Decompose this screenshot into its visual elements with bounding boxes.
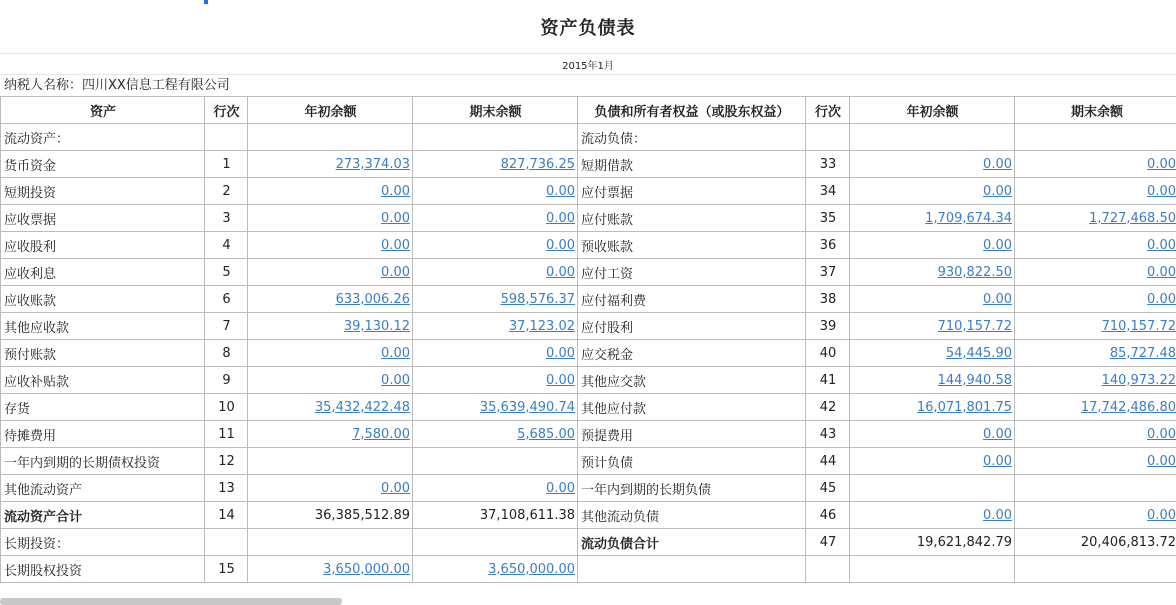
asset-ending-balance xyxy=(413,124,578,151)
asset-ending-balance: 37,108,611.38 xyxy=(413,502,578,529)
liability-line-no: 43 xyxy=(806,421,850,448)
header-line-no-right: 行次 xyxy=(806,97,850,124)
amount-link[interactable]: 0.00 xyxy=(381,183,410,199)
header-assets: 资产 xyxy=(1,97,205,124)
liability-ending-balance xyxy=(1015,232,1176,259)
header-beginning-balance-right: 年初余额 xyxy=(850,97,1015,124)
liability-ending-balance xyxy=(1015,178,1176,205)
table-row xyxy=(1,556,1176,583)
amount-link[interactable]: 0.00 xyxy=(546,480,575,496)
asset-ending-balance xyxy=(413,448,578,475)
liability-item-name: 应付票据 xyxy=(578,178,806,205)
asset-line-no: 2 xyxy=(205,178,248,205)
asset-ending-balance xyxy=(413,367,578,394)
liability-beginning-balance xyxy=(850,259,1015,286)
liability-item-name: 应付福利费 xyxy=(578,286,806,313)
asset-ending-balance xyxy=(413,205,578,232)
amount-link[interactable]: 1,709,674.34 xyxy=(925,210,1012,226)
amount-link[interactable]: 0.00 xyxy=(1147,291,1176,307)
liability-ending-balance xyxy=(1015,421,1176,448)
liability-ending-balance xyxy=(1015,151,1176,178)
liability-item-name: 应付账款 xyxy=(578,205,806,232)
table-row xyxy=(1,448,1176,475)
amount-link[interactable]: 140,973.22 xyxy=(1101,372,1176,388)
header-ending-balance: 期末余额 xyxy=(413,97,578,124)
amount-link[interactable]: 0.00 xyxy=(546,237,575,253)
asset-ending-balance xyxy=(413,286,578,313)
liability-beginning-balance xyxy=(850,178,1015,205)
asset-beginning-balance xyxy=(248,475,413,502)
table-row xyxy=(1,259,1176,286)
amount-link[interactable]: 0.00 xyxy=(983,291,1012,307)
asset-beginning-balance xyxy=(248,232,413,259)
asset-item-name: 长期投资： xyxy=(1,529,205,556)
amount-link[interactable]: 0.00 xyxy=(546,372,575,388)
asset-item-name: 待摊费用 xyxy=(1,421,205,448)
asset-beginning-balance: 36,385,512.89 xyxy=(248,502,413,529)
amount-link[interactable]: 0.00 xyxy=(1147,264,1176,280)
amount-link[interactable]: 0.00 xyxy=(381,264,410,280)
amount-link[interactable]: 0.00 xyxy=(1147,237,1176,253)
liability-line-no: 47 xyxy=(806,529,850,556)
asset-line-no: 15 xyxy=(205,556,248,583)
asset-line-no: 7 xyxy=(205,313,248,340)
liability-line-no: 40 xyxy=(806,340,850,367)
amount-link[interactable]: 0.00 xyxy=(983,453,1012,469)
liability-line-no: 44 xyxy=(806,448,850,475)
liability-item-name: 流动负债合计 xyxy=(578,529,806,556)
amount-link[interactable]: 35,432,422.48 xyxy=(314,399,410,415)
asset-beginning-balance xyxy=(248,556,413,583)
amount-link[interactable]: 144,940.58 xyxy=(937,372,1012,388)
amount-link[interactable]: 1,727,468.50 xyxy=(1089,210,1176,226)
asset-beginning-balance xyxy=(248,178,413,205)
asset-ending-balance xyxy=(413,340,578,367)
amount-link[interactable]: 7,580.00 xyxy=(352,426,410,442)
liability-item-name: 其他应付款 xyxy=(578,394,806,421)
asset-line-no: 5 xyxy=(205,259,248,286)
asset-ending-balance xyxy=(413,232,578,259)
amount-link[interactable]: 930,822.50 xyxy=(937,264,1012,280)
amount-link[interactable]: 827,736.25 xyxy=(500,156,575,172)
liability-ending-balance xyxy=(1015,205,1176,232)
liability-line-no: 33 xyxy=(806,151,850,178)
table-row xyxy=(1,178,1176,205)
liability-beginning-balance xyxy=(850,313,1015,340)
liability-ending-balance xyxy=(1015,259,1176,286)
liability-item-name: 其他应交款 xyxy=(578,367,806,394)
asset-item-name: 其他应收款 xyxy=(1,313,205,340)
asset-item-name: 流动资产合计 xyxy=(1,502,205,529)
liability-item-name: 预提费用 xyxy=(578,421,806,448)
amount-link[interactable]: 3,650,000.00 xyxy=(488,561,575,577)
asset-item-name: 短期投资 xyxy=(1,178,205,205)
asset-beginning-balance xyxy=(248,529,413,556)
liability-item-name xyxy=(578,556,806,583)
amount-link[interactable]: 0.00 xyxy=(983,237,1012,253)
asset-line-no xyxy=(205,529,248,556)
amount-link[interactable]: 16,071,801.75 xyxy=(916,399,1012,415)
asset-beginning-balance xyxy=(248,394,413,421)
amount-link[interactable]: 0.00 xyxy=(1147,453,1176,469)
liability-item-name: 应交税金 xyxy=(578,340,806,367)
amount-link[interactable]: 0.00 xyxy=(983,426,1012,442)
liability-beginning-balance xyxy=(850,556,1015,583)
table-row xyxy=(1,394,1176,421)
liability-ending-balance xyxy=(1015,124,1176,151)
liability-ending-balance xyxy=(1015,556,1176,583)
asset-beginning-balance xyxy=(248,286,413,313)
liability-item-name: 预计负债 xyxy=(578,448,806,475)
asset-item-name: 货币资金 xyxy=(1,151,205,178)
asset-item-name: 流动资产： xyxy=(1,124,205,151)
amount-link[interactable]: 54,445.90 xyxy=(945,345,1012,361)
liability-beginning-balance xyxy=(850,124,1015,151)
amount-link[interactable]: 0.00 xyxy=(381,345,410,361)
asset-line-no: 11 xyxy=(205,421,248,448)
table-row xyxy=(1,421,1176,448)
liability-beginning-balance xyxy=(850,340,1015,367)
asset-ending-balance xyxy=(413,421,578,448)
asset-line-no: 1 xyxy=(205,151,248,178)
asset-line-no: 10 xyxy=(205,394,248,421)
amount-link[interactable]: 39,130.12 xyxy=(343,318,410,334)
taxpayer-name: 纳税人名称：四川XX信息工程有限公司 xyxy=(4,78,230,93)
liability-ending-balance xyxy=(1015,286,1176,313)
liability-ending-balance xyxy=(1015,313,1176,340)
amount-link[interactable]: 710,157.72 xyxy=(937,318,1012,334)
liability-item-name: 应付工资 xyxy=(578,259,806,286)
amount-link[interactable]: 85,727.48 xyxy=(1109,345,1176,361)
liability-beginning-balance: 19,621,842.79 xyxy=(850,529,1015,556)
liability-ending-balance xyxy=(1015,502,1176,529)
amount-link[interactable]: 0.00 xyxy=(546,183,575,199)
liability-line-no xyxy=(806,124,850,151)
liability-beginning-balance xyxy=(850,205,1015,232)
asset-item-name: 应收票据 xyxy=(1,205,205,232)
amount-link[interactable]: 0.00 xyxy=(546,264,575,280)
table-row xyxy=(1,340,1176,367)
asset-line-no: 12 xyxy=(205,448,248,475)
liability-ending-balance xyxy=(1015,367,1176,394)
asset-ending-balance xyxy=(413,151,578,178)
asset-item-name: 预付账款 xyxy=(1,340,205,367)
amount-link[interactable]: 633,006.26 xyxy=(335,291,410,307)
asset-line-no: 13 xyxy=(205,475,248,502)
liability-beginning-balance xyxy=(850,448,1015,475)
liability-beginning-balance xyxy=(850,232,1015,259)
asset-ending-balance xyxy=(413,259,578,286)
asset-beginning-balance xyxy=(248,421,413,448)
amount-link[interactable]: 0.00 xyxy=(983,156,1012,172)
liability-item-name: 流动负债： xyxy=(578,124,806,151)
liability-ending-balance xyxy=(1015,475,1176,502)
table-row xyxy=(1,502,1176,529)
amount-link[interactable]: 0.00 xyxy=(983,183,1012,199)
report-period: 2015年1月 xyxy=(0,54,1176,75)
amount-link[interactable]: 0.00 xyxy=(381,372,410,388)
asset-item-name: 应收利息 xyxy=(1,259,205,286)
liability-ending-balance: 20,406,813.72 xyxy=(1015,529,1176,556)
liability-beginning-balance xyxy=(850,151,1015,178)
amount-link[interactable]: 0.00 xyxy=(1147,156,1176,172)
asset-ending-balance xyxy=(413,475,578,502)
amount-link[interactable]: 17,742,486.80 xyxy=(1080,399,1176,415)
liability-item-name: 短期借款 xyxy=(578,151,806,178)
asset-item-name: 应收补贴款 xyxy=(1,367,205,394)
liability-line-no: 34 xyxy=(806,178,850,205)
asset-item-name: 一年内到期的长期债权投资 xyxy=(1,448,205,475)
table-row xyxy=(1,205,1176,232)
liability-line-no xyxy=(806,556,850,583)
amount-link[interactable]: 0.00 xyxy=(546,345,575,361)
balance-sheet-table xyxy=(0,96,1176,583)
liability-item-name: 其他流动负债 xyxy=(578,502,806,529)
asset-line-no: 6 xyxy=(205,286,248,313)
liability-ending-balance xyxy=(1015,394,1176,421)
liability-item-name: 应付股利 xyxy=(578,313,806,340)
asset-line-no xyxy=(205,124,248,151)
liability-beginning-balance xyxy=(850,502,1015,529)
asset-line-no: 4 xyxy=(205,232,248,259)
asset-beginning-balance xyxy=(248,448,413,475)
amount-link[interactable]: 598,576.37 xyxy=(500,291,575,307)
amount-link[interactable]: 5,685.00 xyxy=(517,426,575,442)
amount-link[interactable]: 0.00 xyxy=(1147,183,1176,199)
asset-line-no: 14 xyxy=(205,502,248,529)
header-line-no: 行次 xyxy=(205,97,248,124)
asset-beginning-balance xyxy=(248,124,413,151)
asset-beginning-balance xyxy=(248,151,413,178)
asset-beginning-balance xyxy=(248,340,413,367)
asset-ending-balance xyxy=(413,556,578,583)
asset-item-name: 长期股权投资 xyxy=(1,556,205,583)
table-row xyxy=(1,367,1176,394)
amount-link[interactable]: 710,157.72 xyxy=(1101,318,1176,334)
table-row xyxy=(1,151,1176,178)
table-row xyxy=(1,232,1176,259)
horizontal-scrollbar[interactable] xyxy=(0,598,342,605)
asset-item-name: 存货 xyxy=(1,394,205,421)
header-liabilities-equity: 负债和所有者权益（或股东权益） xyxy=(578,97,806,124)
amount-link[interactable]: 0.00 xyxy=(1147,426,1176,442)
liability-line-no: 39 xyxy=(806,313,850,340)
table-row xyxy=(1,313,1176,340)
asset-beginning-balance xyxy=(248,367,413,394)
asset-beginning-balance xyxy=(248,259,413,286)
amount-link[interactable]: 37,123.02 xyxy=(508,318,575,334)
liability-ending-balance xyxy=(1015,340,1176,367)
amount-link[interactable]: 0.00 xyxy=(546,210,575,226)
liability-line-no: 38 xyxy=(806,286,850,313)
liability-line-no: 41 xyxy=(806,367,850,394)
table-row xyxy=(1,529,1176,556)
liability-beginning-balance xyxy=(850,421,1015,448)
liability-item-name: 一年内到期的长期负债 xyxy=(578,475,806,502)
amount-link[interactable]: 0.00 xyxy=(381,210,410,226)
table-row xyxy=(1,286,1176,313)
liability-line-no: 36 xyxy=(806,232,850,259)
table-row xyxy=(1,475,1176,502)
header-row xyxy=(1,97,1176,124)
asset-beginning-balance xyxy=(248,205,413,232)
asset-item-name: 应收股利 xyxy=(1,232,205,259)
liability-line-no: 46 xyxy=(806,502,850,529)
asset-beginning-balance xyxy=(248,313,413,340)
liability-line-no: 35 xyxy=(806,205,850,232)
liability-beginning-balance xyxy=(850,286,1015,313)
liability-beginning-balance xyxy=(850,475,1015,502)
amount-link[interactable]: 273,374.03 xyxy=(335,156,410,172)
asset-ending-balance xyxy=(413,313,578,340)
liability-line-no: 45 xyxy=(806,475,850,502)
asset-line-no: 8 xyxy=(205,340,248,367)
liability-item-name: 预收账款 xyxy=(578,232,806,259)
liability-line-no: 42 xyxy=(806,394,850,421)
amount-link[interactable]: 35,639,490.74 xyxy=(479,399,575,415)
amount-link[interactable]: 0.00 xyxy=(1147,507,1176,523)
liability-line-no: 37 xyxy=(806,259,850,286)
asset-item-name: 其他流动资产 xyxy=(1,475,205,502)
report-title: 资产负债表 xyxy=(0,0,1176,54)
asset-ending-balance xyxy=(413,178,578,205)
amount-link[interactable]: 0.00 xyxy=(983,507,1012,523)
liability-beginning-balance xyxy=(850,394,1015,421)
asset-item-name: 应收账款 xyxy=(1,286,205,313)
liability-ending-balance xyxy=(1015,448,1176,475)
amount-link[interactable]: 3,650,000.00 xyxy=(323,561,410,577)
asset-ending-balance xyxy=(413,394,578,421)
asset-line-no: 3 xyxy=(205,205,248,232)
liability-beginning-balance xyxy=(850,367,1015,394)
header-beginning-balance: 年初余额 xyxy=(248,97,413,124)
amount-link[interactable]: 0.00 xyxy=(381,237,410,253)
asset-line-no: 9 xyxy=(205,367,248,394)
header-ending-balance-right: 期末余额 xyxy=(1015,97,1176,124)
amount-link[interactable]: 0.00 xyxy=(381,480,410,496)
asset-ending-balance xyxy=(413,529,578,556)
table-row xyxy=(1,124,1176,151)
